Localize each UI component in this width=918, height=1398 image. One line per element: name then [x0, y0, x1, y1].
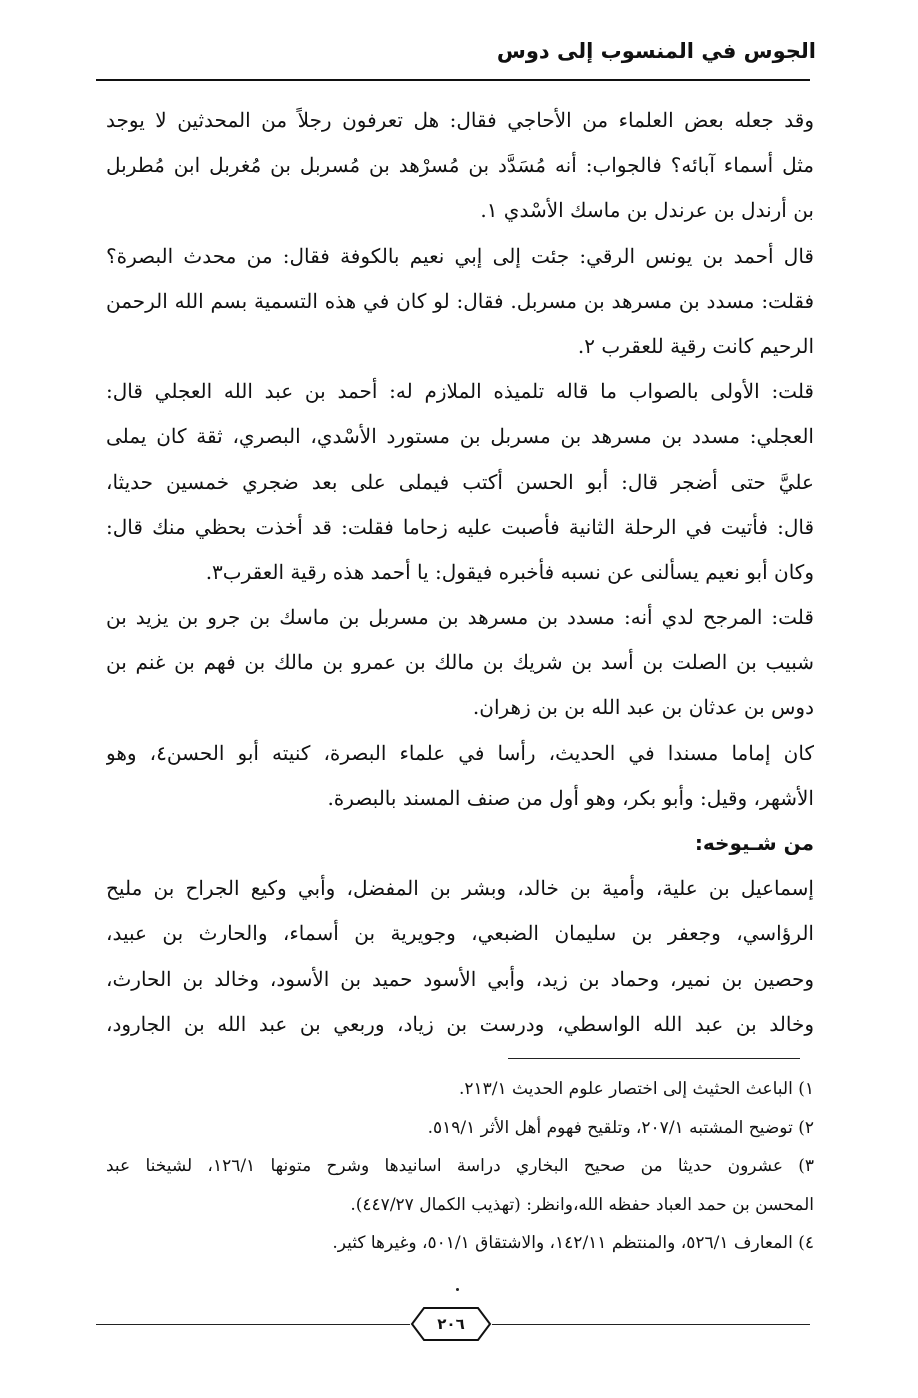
body-line: قال أحمد بن يونس الرقي: جئت إلى إبي نعيم بالكوفة فقال: من محدث البصرة؟ — [106, 243, 814, 268]
body-line: قلت: الأولى بالصواب ما قاله تلميذه الملازم له: أحمد بن عبد الله العجلي قال: — [106, 379, 814, 404]
body-line: مثل أسماء آبائه؟ فالجواب: أنه مُسَدَّد بن مُسرْهد بن مُسربل بن مُغربل ابن مُطربل — [106, 153, 814, 178]
page-number: ٢٠٦ — [437, 1315, 465, 1333]
footnote-4: ٤) المعارف ٥٢٦/١، والمنتظم ١٤٢/١١، والاشتقاق ٥٠١/١، وغيرها كثير. — [332, 1233, 814, 1253]
body-line: وخالد بن عبد الله الواسطي، ودرست بن زياد، وربعي بن عبد الله بن الجارود، — [106, 1011, 814, 1036]
body-line: كان إماما مسندا في الحديث، رأسا في علماء البصرة، كنيته أبو الحسن٤، وهو — [106, 740, 814, 765]
body-line: عليَّ حتى أضجر قال: أبو الحسن أكتب فيملى على بعد ضجري خمسين حديثا، — [106, 469, 814, 494]
footnotes — [106, 1070, 814, 1263]
page-number-frame — [410, 1306, 492, 1342]
section-heading: من شـيوخه: — [694, 831, 814, 855]
footer-rule-left — [96, 1324, 410, 1325]
footnote-2: ٢) توضيح المشتبه ٢٠٧/١، وتلقيح فهوم أهل الأثر ٥١٩/١. — [427, 1117, 814, 1138]
header-rule — [96, 79, 810, 81]
body-line: شبيب بن الصلت بن أسد بن شريك بن مالك بن عمرو بن مالك بن فهم بن غنم بن — [106, 650, 814, 675]
body-line: فقلت: مسدد بن مسرهد بن مسربل. فقال: لو كان في هذه التسمية بسم الله الرحمن — [106, 288, 814, 313]
body-line: العجلي: مسدد بن مسرهد بن مسربل بن مستورد الأسْدي، البصري، ثقة كان يملى — [106, 424, 814, 449]
footnote-1: ١) الباعث الحثيث إلى اختصار علوم الحديث ٢١٣/١. — [458, 1079, 814, 1099]
body-line: الرحيم كانت رقية للعقرب ٢. — [577, 333, 814, 358]
body-line: الأشهر، وقيل: وأبو بكر، وهو أول من صنف المسند بالبصرة. — [327, 785, 814, 810]
footnote-3: ٣) عشرون حديثا من صحيح البخاري دراسة اسانيدها وشرح متونها ١٢٦/١، لشيخنا عبد — [106, 1156, 814, 1176]
footnote-separator — [508, 1058, 800, 1059]
body-line: وقد جعله بعض العلماء من الأحاجي فقال: هل تعرفون رجلاً من المحدثين لا يوجد — [106, 108, 814, 132]
body-text — [106, 98, 814, 1047]
footer-rule-right — [492, 1324, 810, 1325]
body-line: وحصين بن نمير، وحماد بن زيد، وأبي الأسود حميد بن الأسود، وخالد بن الحارث، — [106, 966, 814, 991]
footnote-3-continued: المحسن بن حمد العباد حفظه الله،وانظر: (تهذيب الكمال ٤٤٧/٢٧). — [350, 1194, 814, 1215]
body-line: إسماعيل بن علية، وأمية بن خالد، وبشر بن المفضل، وأبي وكيع الجراح بن مليح — [106, 876, 814, 901]
body-line: بن أرندل بن عرندل بن ماسك الأسْدي ١. — [480, 198, 814, 223]
ornament-dot — [456, 1288, 459, 1291]
body-line: وكان أبو نعيم يسألنى عن نسبه فأخبره فيقول: يا أحمد هذه رقية العقرب٣. — [205, 559, 814, 584]
body-line: دوس بن عدثان بن عبد الله بن بن زهران. — [472, 695, 814, 720]
body-line: قلت: المرجح لدي أنه: مسدد بن مسرهد بن مسربل بن ماسك بن جرو بن يزيد بن — [106, 605, 814, 630]
body-line: قال: فأتيت في الرحلة الثانية فأصبت عليه زحاما فقلت: قد أخذت بحظي منك قال: — [106, 514, 814, 539]
body-line: الرؤاسي، وجعفر بن سليمان الضبعي، وجويرية بن أسماء، والحارث بن عبيد، — [106, 921, 814, 946]
running-header: الجوس في المنسوب إلى دوس — [496, 39, 816, 63]
